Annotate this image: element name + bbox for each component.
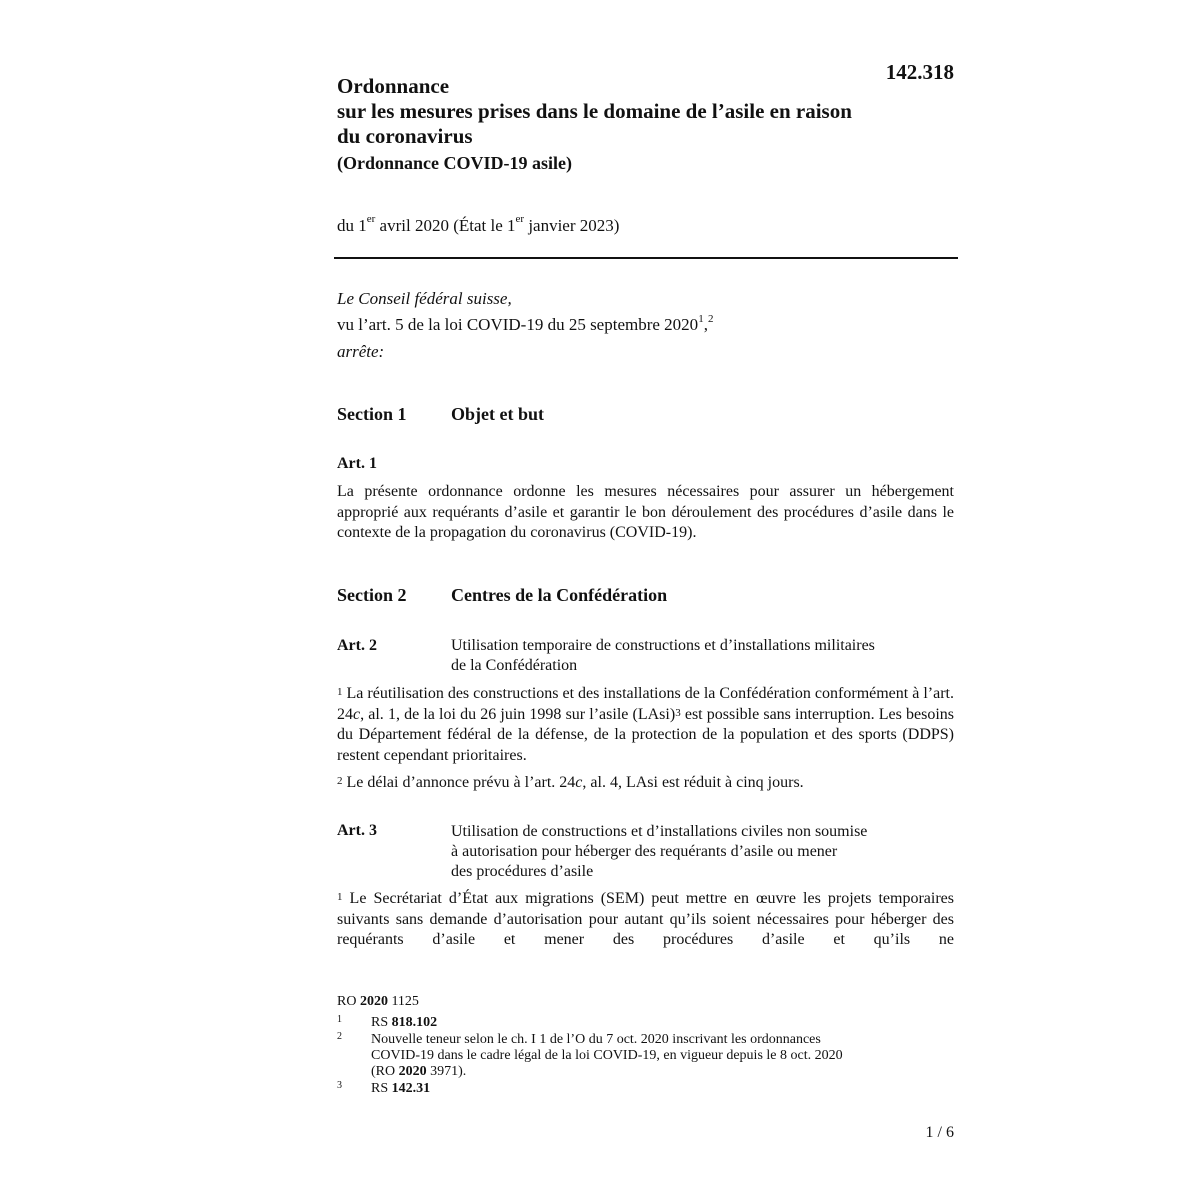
enactment-date: du 1er avril 2020 (État le 1er janvier 2023) bbox=[337, 213, 620, 235]
footnote-ref[interactable]: 3 bbox=[675, 706, 681, 719]
article-paragraph: La présente ordonnance ordonne les mesures nécessaires pour assurer un hébergement approprié aux requérants d’asile et garantir le bon déroulement des procédures d’asile dans le contexte de la propagation du coronavirus (COVID-19). bbox=[337, 483, 954, 541]
decree-line: arrête: bbox=[337, 342, 385, 361]
short-title: (Ordonnance COVID-19 asile) bbox=[337, 153, 572, 173]
legal-basis-line: vu l’art. 5 de la loi COVID-19 du 25 septembre 2020$^1$,$^2$ bbox=[337, 313, 714, 334]
footnote-mark: 3 bbox=[337, 1080, 342, 1091]
footnote-ref[interactable]: 2 bbox=[707, 313, 714, 325]
page-number: 1 / 6 bbox=[925, 1124, 954, 1141]
section-heading: Section 1 Objet et but bbox=[337, 404, 544, 424]
article-label: Art. 2 bbox=[337, 637, 377, 654]
article-paragraph: $^1$ La réutilisation des constructions et des installations de la Confédération conformément à l’art. 24c, al. 1, de la loi du 26 juin 1998 sur l’asile (LAsi)$^3$ est possible sans interruption. Les besoins du Département fédéral de la défense, de la protection de la population et des sports (DDPS) restent cependant prioritaires. bbox=[337, 685, 954, 764]
article-paragraph: $^2$ Le délai d’annonce prévu à l’art. 24c, al. 4, LAsi est réduit à cinq jours. bbox=[337, 774, 804, 791]
title-line: du coronavirus bbox=[337, 124, 473, 148]
section-heading: Section 2 Centres de la Confédération bbox=[337, 585, 668, 605]
article-title: Utilisation temporaire de constructions et d’installations militaires de la Confédération bbox=[451, 637, 875, 674]
official-compilation-ref: RO 2020 1125 bbox=[337, 994, 419, 1009]
authority-line: Le Conseil fédéral suisse, bbox=[337, 289, 512, 308]
title-line: Ordonnance bbox=[337, 74, 450, 98]
sr-number: 142.318 bbox=[885, 60, 954, 84]
article-label: Art. 3 bbox=[337, 822, 377, 839]
footnote-mark: 2 bbox=[337, 1031, 342, 1042]
title-line: sur les mesures prises dans le domaine de l’asile en raison bbox=[337, 99, 852, 123]
title-divider bbox=[334, 257, 958, 259]
footnote-mark: 1 bbox=[337, 1014, 342, 1025]
document-page: 142.318 Ordonnance sur les mesures prises dans le domaine de l’asile en raison du coronavirus (Ordonnance COVID-19 asile) du 1er avril 2020 (État le 1er janvier 2023) Le Conseil fédéral suisse, vu l’art. 5 de la loi COVID-19 du 25 septembre 2020$^1$,$^2$ arrête: Section 1 Objet et but Art. 1 La présente ordonnance ordonne les mesures nécessaires pour assurer un hébergement approprié aux requérants d’asile et garantir le bon déroulement des procédures d’asile dans le contexte de la propagation du coronavirus (COVID-19). Section 2 Centres de la Confédération Art. 2 Utilisation temporaire de constructions et d’installations militaires de la Confédération $^1$ La réutilisation des constructions et des installations de la Confédération conformément à l’art. 24c, al. 1, de la loi du 26 juin 1998 sur l’asile (LAsi)$^3$ est possible sans interruption. Les besoins du Département fédéral de la défense, de la protection de la population et des sports (DDPS) restent cependant prioritaires. $^2$ Le délai d’annonce prévu à l’art. 24c, al. 4, LAsi est réduit à cinq jours. Art. 3 Utilisation de constructions et d’installations civiles non soumise à autorisation pour héberger des requérants d’asile ou mener des procédures d’asile $^1$ Le Secrétariat d’État aux migrations (SEM) peut mettre en œuvre les projets temporaires suivants sans demande d’autorisation pour autant qu’ils soient nécessaires pour héberger des requérants d’asile et mener des procédures d’asile et qu’ils ne RO 2020 1125 1 RS 818.102 2 Nouvelle teneur selon le ch. I 1 de l’O du 7 oct. 2020 inscrivant les ordonnances COVID-19 dans le cadre légal de la loi COVID-19, en vigueur depuis le 8 oct. 2020 (RO 2020 3971). 3 RS 142.31 1 / 6 bbox=[0, 0, 1200, 1200]
footnote-ref[interactable]: 1 bbox=[698, 313, 704, 325]
article-label: Art. 1 bbox=[337, 455, 377, 472]
article-paragraph: $^1$ Le Secrétariat d’État aux migrations (SEM) peut mettre en œuvre les projets temporaires suivants sans demande d’autorisation pour autant qu’ils soient nécessaires pour héberger des requérants d’asile et mener des procédures d’asile et qu’ils ne bbox=[337, 890, 954, 948]
article-title: Utilisation de constructions et d’installations civiles non soumise à autorisation pour héberger des requérants d’asile ou mener des procédures d’asile bbox=[451, 823, 868, 880]
document-title bbox=[337, 74, 957, 149]
